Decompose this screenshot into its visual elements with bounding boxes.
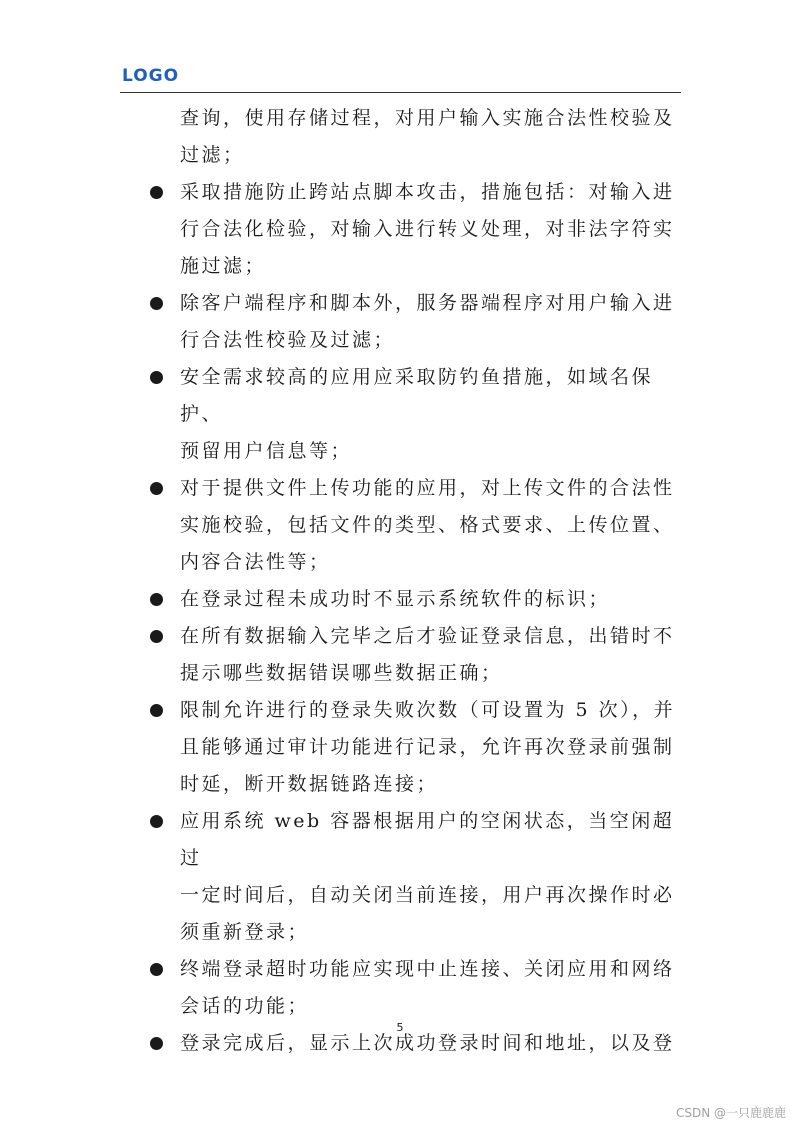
text-line: 限制允许进行的登录失败次数（可设置为 5 次），并 (180, 699, 676, 721)
bullet-item (150, 692, 680, 803)
text-line: 施过滤； (180, 255, 267, 277)
bullet-item (150, 285, 680, 359)
bullet-icon (150, 482, 163, 495)
bullet-item (150, 174, 680, 285)
bullet-item (150, 618, 680, 692)
text-line: 且能够通过审计功能进行记录，允许再次登录前强制 (180, 736, 675, 758)
header-rule (120, 92, 681, 93)
bullet-item (150, 581, 680, 618)
text-line: 在所有数据输入完毕之后才验证登录信息，出错时不 (180, 625, 675, 647)
text-line: 实施校验，包括文件的类型、格式要求、上传位置、 (180, 514, 675, 536)
document-body (150, 100, 680, 1062)
bullet-icon (150, 593, 163, 606)
page-number: 5 (396, 1021, 404, 1034)
bullet-icon (150, 704, 163, 717)
text-line: 采取措施防止跨站点脚本攻击，措施包括：对输入进 (180, 181, 675, 203)
text-line: 一定时间后，自动关闭当前连接，用户再次操作时必 (180, 884, 675, 906)
text-line: 查询，使用存储过程，对用户输入实施合法性校验及 (180, 107, 675, 129)
text-line: 行合法性校验及过滤； (180, 329, 396, 351)
bullet-item (150, 359, 680, 470)
text-line: 登录完成后，显示上次成功登录时间和地址，以及登 (180, 1032, 675, 1054)
bullet-item (150, 951, 680, 1025)
bullet-icon (150, 815, 163, 828)
text-line: 时延，断开数据链路连接； (180, 773, 439, 795)
text-line: 在登录过程未成功时不显示系统软件的标识； (180, 588, 611, 610)
bullet-icon (150, 297, 163, 310)
bullet-icon (150, 186, 163, 199)
bullet-icon (150, 630, 163, 643)
text-line: 须重新登录； (180, 921, 310, 943)
text-line: 预留用户信息等； (180, 440, 353, 462)
text-line: 会话的功能； (180, 995, 310, 1017)
bullet-item (150, 470, 680, 581)
text-line: 内容合法性等； (180, 551, 331, 573)
bullet-item (150, 803, 680, 951)
text-line: 对于提供文件上传功能的应用，对上传文件的合法性 (180, 477, 675, 499)
bullet-icon (150, 371, 163, 384)
header-logo: LOGO (122, 66, 180, 86)
intro-paragraph (150, 100, 680, 174)
text-line: 安全需求较高的应用应采取防钓鱼措施，如域名保护、 (180, 366, 654, 425)
text-line: 应用系统 web 容器根据用户的空闲状态，当空闲超过 (180, 810, 675, 869)
text-line: 除客户端程序和脚本外，服务器端程序对用户输入进 (180, 292, 675, 314)
watermark: CSDN @一只鹿鹿鹿 (675, 1106, 786, 1120)
bullet-icon (150, 963, 163, 976)
text-line: 过滤； (180, 144, 245, 166)
text-line: 终端登录超时功能应实现中止连接、关闭应用和网络 (180, 958, 675, 980)
text-line: 提示哪些数据错误哪些数据正确； (180, 662, 503, 684)
text-line: 行合法化检验，对输入进行转义处理，对非法字符实 (180, 218, 675, 240)
bullet-icon (150, 1037, 163, 1050)
